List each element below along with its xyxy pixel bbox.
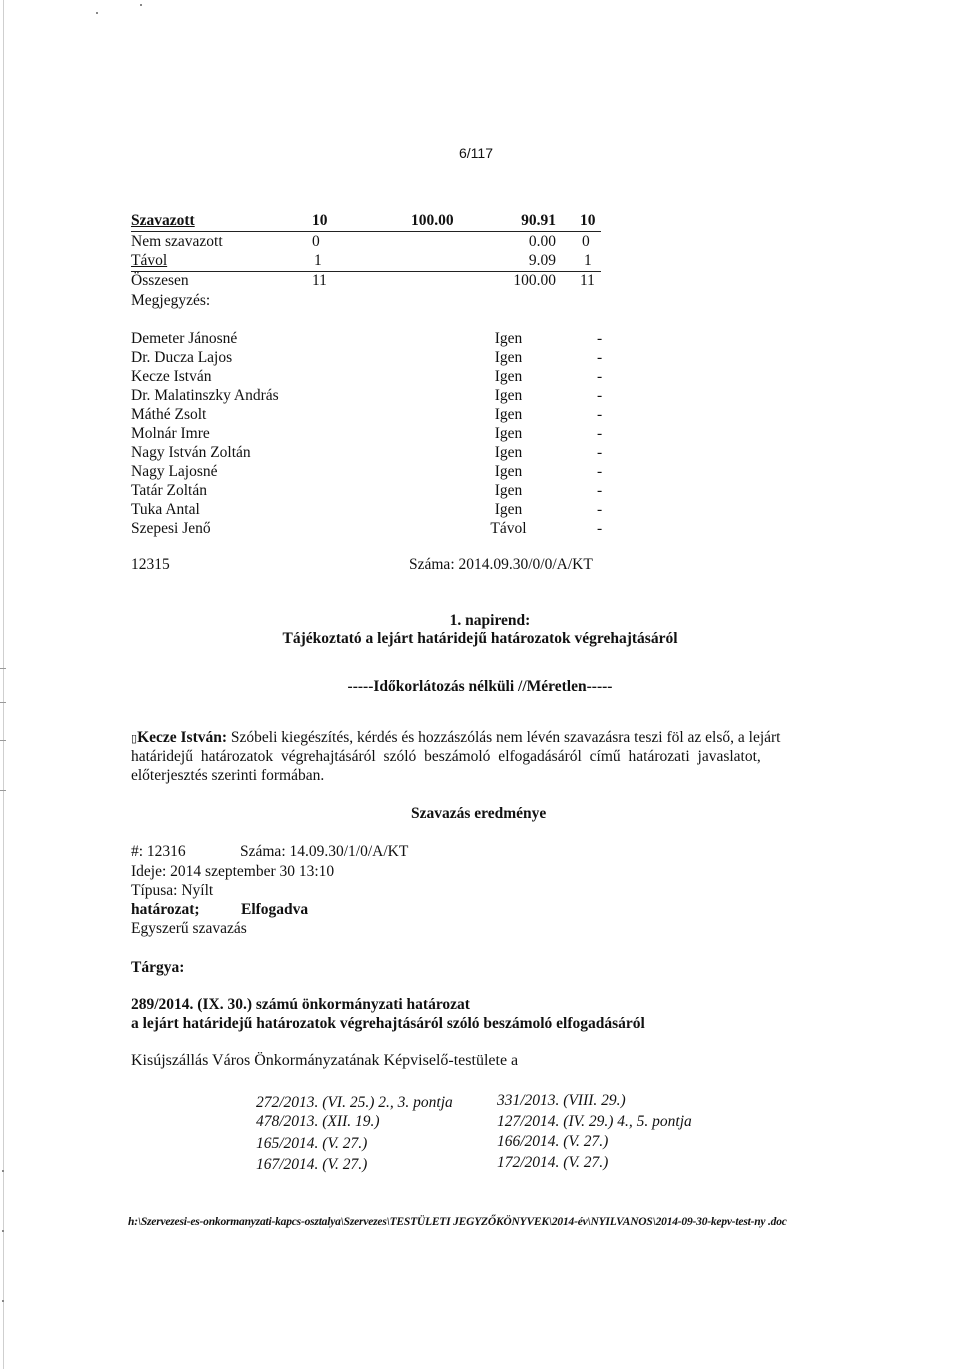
vote-row (131, 482, 601, 501)
time-limit-line: -----Időkorlátozás nélküli //Méretlen----- (347, 678, 613, 695)
stats-count: 0 (312, 233, 320, 250)
vote-row (131, 501, 601, 520)
reference-item: 331/2013. (VIII. 29.) (497, 1092, 626, 1109)
member-mark: - (597, 349, 603, 366)
reference-item: 172/2014. (V. 27.) (497, 1154, 609, 1171)
member-name: Tatár Zoltán (131, 482, 207, 499)
member-name: Molnár Imre (131, 425, 210, 442)
member-vote: Igen (494, 330, 523, 347)
stats-pct2: 9.09 (528, 252, 556, 269)
member-vote: Igen (494, 406, 523, 423)
reference-item: 165/2014. (V. 27.) (256, 1135, 368, 1152)
scan-mark (140, 4, 142, 6)
member-vote: Igen (494, 368, 523, 385)
scan-mark (2, 1300, 4, 1302)
member-mark: - (597, 368, 603, 385)
stats-count: 11 (312, 272, 327, 289)
member-vote: Távol (490, 520, 527, 537)
vote-date: Ideje: 2014 szeptember 30 13:10 (131, 863, 335, 880)
member-name: Dr. Malatinszky András (131, 387, 279, 404)
stats-total: 0 (582, 233, 590, 250)
member-name: Tuka Antal (131, 501, 200, 518)
vote-row (131, 425, 601, 444)
member-vote: Igen (494, 387, 523, 404)
scan-mark (0, 668, 6, 669)
member-name: Szepesi Jenő (131, 520, 211, 537)
member-vote: Igen (494, 501, 523, 518)
remarks-label: Megjegyzés: (131, 292, 211, 309)
stats-row-absent (131, 252, 601, 272)
reference-item: 166/2014. (V. 27.) (497, 1133, 609, 1150)
simple-vote: Egyszerű szavazás (131, 920, 247, 937)
speaker-marker-icon: ▯ (131, 733, 138, 745)
member-mark: - (597, 501, 603, 518)
speaker-name: Kecze István: (137, 729, 228, 746)
council-body-text: Kisújszállás Város Önkormányzatának Képviselő-testülete a (131, 1052, 519, 1069)
vote-result-title: Szavazás eredménye (411, 805, 547, 822)
reference-item: 167/2014. (V. 27.) (256, 1156, 368, 1173)
reference-item: 127/2014. (IV. 29.) 4., 5. pontja (497, 1113, 692, 1130)
stats-pct1: 100.00 (411, 212, 454, 229)
stats-pct2: 100.00 (513, 272, 556, 289)
record-id: 12315 (131, 556, 170, 573)
member-mark: - (597, 387, 603, 404)
member-vote: Igen (494, 349, 523, 366)
stats-pct2: 0.00 (528, 233, 556, 250)
stats-pct2: 90.91 (521, 212, 556, 229)
scan-mark (0, 740, 6, 741)
stats-row-voted (131, 212, 601, 232)
member-mark: - (597, 482, 603, 499)
record-number: Száma: 2014.09.30/0/0/A/KT (409, 556, 593, 573)
vote-row (131, 387, 601, 406)
vote-row (131, 463, 601, 482)
resolution-subject: a lejárt határidejű határozatok végrehajtásáról szóló beszámoló elfogadásáról (131, 1015, 645, 1032)
resolution-title: 289/2014. (IX. 30.) számú önkormányzati határozat (131, 996, 470, 1013)
stats-label: Összesen (131, 272, 189, 289)
member-name: Kecze István (131, 368, 212, 385)
member-name: Máthé Zsolt (131, 406, 207, 423)
scan-mark (2, 1170, 4, 1172)
vote-row (131, 406, 601, 425)
agenda-title: Tájékoztató a lejárt határidejű határozatok végrehajtásáról (282, 630, 678, 647)
stats-row-total (131, 272, 601, 291)
reference-item: 272/2013. (VI. 25.) 2., 3. pontja (256, 1094, 453, 1111)
vote-row (131, 520, 601, 539)
stats-label: Szavazott (131, 212, 195, 229)
decision-label: határozat; (131, 901, 200, 918)
stats-label: Távol (131, 252, 168, 269)
stats-total: 11 (580, 272, 595, 289)
page-number: 6/117 (459, 145, 493, 161)
scan-mark (0, 702, 6, 703)
member-mark: - (597, 406, 603, 423)
subject-label: Tárgya: (131, 959, 185, 976)
stats-row-not-voted (131, 233, 601, 252)
footer-file-path: h:\Szervezesi-es-onkormanyzati-kapcs-osztalya\Szervezes\TESTÜLETI JEGYZŐKÖNYVEK\2014-év\NYILVANOS\2014-09-30-kepv-test-ny .doc (128, 1216, 787, 1228)
scan-mark (96, 12, 98, 14)
scan-mark (0, 790, 6, 791)
vote-id: #: 12316 (131, 843, 186, 860)
speech-text-line-3: előterjesztés szerinti formában. (131, 767, 325, 784)
member-name: Demeter Jánosné (131, 330, 238, 347)
speech-text: Szóbeli kiegészítés, kérdés és hozzászólás nem lévén szavazásra teszi föl az első, a lejárt (230, 729, 781, 746)
member-mark: - (597, 520, 603, 537)
member-mark: - (597, 444, 603, 461)
member-vote: Igen (494, 444, 523, 461)
member-vote: Igen (494, 425, 523, 442)
vote-row (131, 330, 601, 349)
speech-text-line-2: határidejű határozatok végrehajtásáról szóló beszámoló elfogadásáról című határozati javaslatot, (131, 748, 761, 765)
vote-type: Típusa: Nyílt (131, 882, 214, 899)
member-name: Nagy Lajosné (131, 463, 218, 480)
vote-row (131, 368, 601, 387)
member-vote: Igen (494, 482, 523, 499)
member-mark: - (597, 330, 603, 347)
scan-mark (2, 1230, 4, 1232)
speaker-paragraph-line-1 (131, 729, 780, 747)
stats-total: 10 (580, 212, 596, 229)
stats-total: 1 (584, 252, 592, 269)
member-mark: - (597, 425, 603, 442)
stats-count: 1 (314, 252, 322, 269)
member-name: Nagy István Zoltán (131, 444, 251, 461)
member-name: Dr. Ducza Lajos (131, 349, 233, 366)
reference-item: 478/2013. (XII. 19.) (256, 1113, 380, 1130)
stats-label: Nem szavazott (131, 233, 223, 250)
member-mark: - (597, 463, 603, 480)
agenda-heading: 1. napirend: (449, 612, 531, 629)
vote-row (131, 444, 601, 463)
vote-row (131, 349, 601, 368)
decision-status: Elfogadva (241, 901, 309, 918)
vote-number: Száma: 14.09.30/1/0/A/KT (240, 843, 409, 860)
member-vote: Igen (494, 463, 523, 480)
stats-count: 10 (312, 212, 328, 229)
